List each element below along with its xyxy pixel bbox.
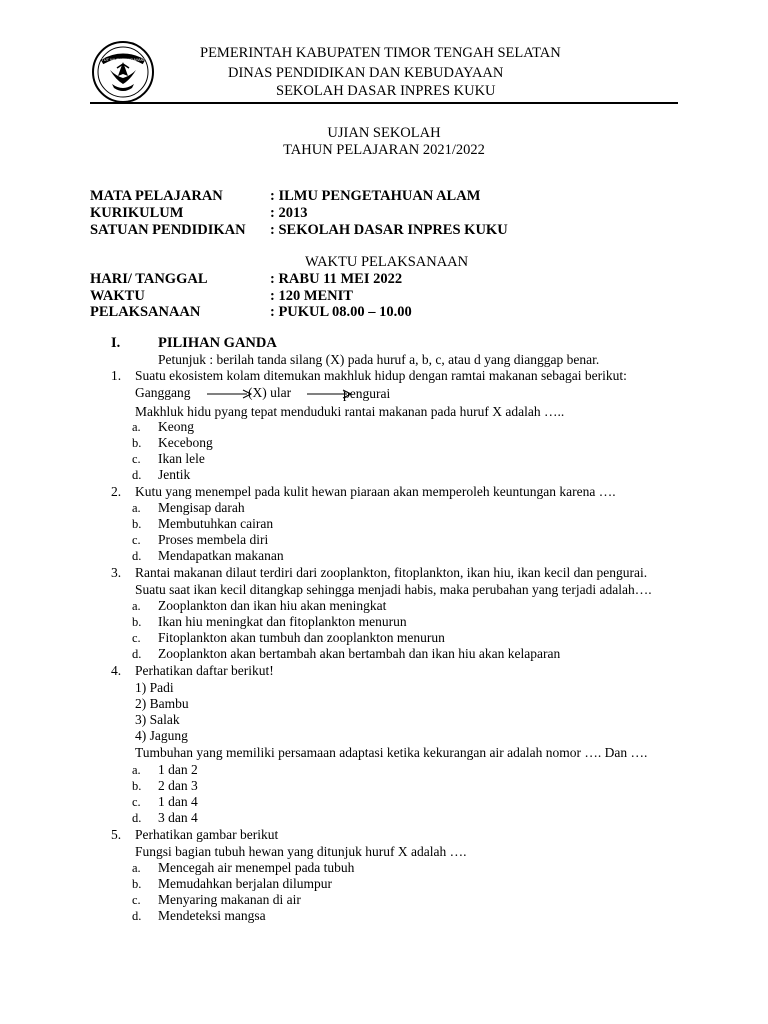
info-label: KURIKULUM [90, 205, 184, 221]
info-label: PELAKSANAAN [90, 304, 201, 320]
info-value: : 120 MENIT [270, 288, 353, 304]
option-text: Menyaring makanan di air [158, 892, 301, 907]
option-text: Zooplankton akan bertambah akan bertambah dan ikan hiu akan kelaparan [158, 646, 561, 661]
logo-text: TUT WURI HANDAYANI [101, 57, 145, 62]
option-text: Proses membela diri [158, 532, 269, 547]
option-text: Membutuhkan cairan [158, 516, 274, 531]
option-letter: c. [132, 893, 141, 907]
question-number: 5. [111, 827, 122, 842]
option-letter: a. [132, 861, 141, 875]
option-letter: d. [132, 549, 142, 563]
option-text: Jentik [158, 467, 191, 482]
option-letter: b. [132, 615, 142, 629]
info-label: SATUAN PENDIDIKAN [90, 222, 246, 238]
option-letter: a. [132, 420, 141, 434]
question-text: Tumbuhan yang memiliki persamaan adaptasi ketika kekurangan air adalah nomor …. Dan …. [135, 745, 648, 760]
list-item: 3) Salak [135, 712, 180, 727]
option-text: 3 dan 4 [158, 810, 198, 825]
option-letter: a. [132, 501, 141, 515]
option-text: Zooplankton dan ikan hiu akan meningkat [158, 598, 387, 613]
question-number: 4. [111, 663, 122, 678]
option-text: Mengisap darah [158, 500, 245, 515]
option-text: Ikan lele [158, 451, 205, 466]
chain-item: Ganggang [135, 385, 191, 400]
option-letter: b. [132, 517, 142, 531]
option-letter: c. [132, 795, 141, 809]
option-text: Mendapatkan makanan [158, 548, 284, 563]
option-text: 1 dan 2 [158, 762, 198, 777]
option-letter: b. [132, 877, 142, 891]
option-letter: a. [132, 763, 141, 777]
arrow-right-icon [205, 388, 253, 400]
header-line-1: PEMERINTAH KABUPATEN TIMOR TENGAH SELATAN [200, 45, 561, 61]
question-text: Fungsi bagian tubuh hewan yang ditunjuk huruf X adalah …. [135, 844, 467, 859]
option-letter: d. [132, 647, 142, 661]
exam-title: UJIAN SEKOLAH [327, 125, 441, 141]
option-letter: c. [132, 452, 141, 466]
question-number: 1. [111, 368, 122, 383]
header-line-2: DINAS PENDIDIKAN DAN KEBUDAYAAN [228, 65, 504, 81]
section-title: PILIHAN GANDA [158, 335, 277, 351]
school-year: TAHUN PELAJARAN 2021/2022 [283, 142, 485, 158]
question-text: Perhatikan gambar berikut [135, 827, 279, 842]
option-letter: c. [132, 631, 141, 645]
option-letter: d. [132, 811, 142, 825]
option-letter: c. [132, 533, 141, 547]
option-letter: b. [132, 779, 142, 793]
list-item: 1) Padi [135, 680, 174, 695]
option-letter: d. [132, 468, 142, 482]
option-letter: a. [132, 599, 141, 613]
chain-item: (X) ular [248, 385, 292, 400]
option-text: Keong [158, 419, 194, 434]
info-value: : RABU 11 MEI 2022 [270, 271, 403, 287]
info-value: : ILMU PENGETAHUAN ALAM [270, 188, 481, 204]
info-value: : PUKUL 08.00 – 10.00 [270, 304, 412, 320]
option-text: Mendeteksi mangsa [158, 908, 266, 923]
option-text: Ikan hiu meningkat dan fitoplankton menurun [158, 614, 407, 629]
tut-wuri-handayani-emblem-icon [90, 40, 156, 104]
info-value: : 2013 [270, 205, 308, 221]
chain-item: pengurai [343, 386, 391, 401]
option-text: 1 dan 4 [158, 794, 198, 809]
option-text: Memudahkan berjalan dilumpur [158, 876, 332, 891]
option-letter: b. [132, 436, 142, 450]
food-chain [135, 385, 435, 405]
question-text: Perhatikan daftar berikut! [135, 663, 274, 678]
list-item: 4) Jagung [135, 728, 188, 743]
question-text: Rantai makanan dilaut terdiri dari zooplankton, fitoplankton, ikan hiu, ikan kecil dan pengurai. [135, 565, 648, 580]
list-item: 2) Bambu [135, 696, 189, 711]
option-text: Kecebong [158, 435, 213, 450]
info-label: WAKTU [90, 288, 145, 304]
option-text: Mencegah air menempel pada tubuh [158, 860, 355, 875]
question-text: Makhluk hidu pyang tepat menduduki rantai makanan pada huruf X adalah ….. [135, 404, 565, 419]
header-divider [90, 102, 678, 104]
header-line-3: SEKOLAH DASAR INPRES KUKU [276, 83, 496, 99]
question-text: Suatu saat ikan kecil ditangkap sehingga menjadi habis, maka perubahan yang terjadi adalah…. [135, 582, 652, 597]
info-value: : SEKOLAH DASAR INPRES KUKU [270, 222, 508, 238]
waktu-heading: WAKTU PELAKSANAAN [305, 254, 469, 270]
question-text: Kutu yang menempel pada kulit hewan piaraan akan memperoleh keuntungan karena …. [135, 484, 616, 499]
question-number: 2. [111, 484, 122, 499]
question-number: 3. [111, 565, 122, 580]
info-label: MATA PELAJARAN [90, 188, 223, 204]
info-label: HARI/ TANGGAL [90, 271, 208, 287]
instruction-text: Petunjuk : berilah tanda silang (X) pada huruf a, b, c, atau d yang dianggap benar. [158, 352, 600, 367]
option-letter: d. [132, 909, 142, 923]
question-text: Suatu ekosistem kolam ditemukan makhluk hidup dengan ramtai makanan sebagai berikut: [135, 368, 627, 383]
option-text: Fitoplankton akan tumbuh dan zooplankton menurun [158, 630, 445, 645]
section-number: I. [111, 335, 121, 351]
option-text: 2 dan 3 [158, 778, 198, 793]
